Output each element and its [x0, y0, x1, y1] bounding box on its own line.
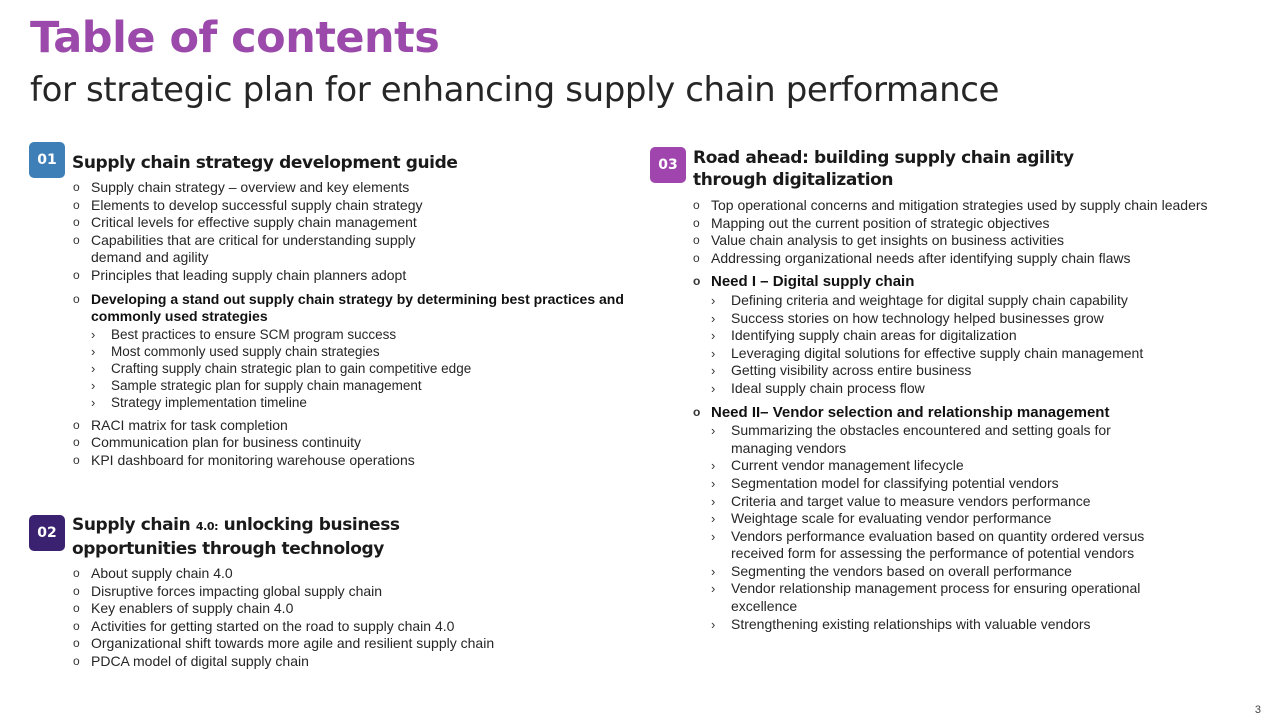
chevron-right-icon: › — [711, 458, 716, 474]
need-1-heading: o Need I – Digital supply chain — [693, 273, 915, 291]
list-item: o Supply chain strategy – overview and key elements — [73, 179, 410, 195]
list-item: o Top operational concerns and mitigation strategies used by supply chain leaders — [693, 197, 1208, 213]
section-02-list — [73, 565, 633, 671]
list-item: o Communication plan for business continuity — [73, 434, 362, 451]
circle-bullet-icon: o — [73, 232, 80, 247]
list-item: o Key enablers of supply chain 4.0 — [73, 600, 294, 617]
circle-bullet-icon: o — [73, 215, 80, 230]
list-item: o Principles that leading supply chain planners adopt — [73, 266, 407, 283]
chevron-right-icon: › — [91, 377, 96, 393]
list-item: o Value chain analysis to get insights on business activities — [693, 232, 1065, 249]
circle-bullet-icon: o — [73, 601, 80, 616]
list-item: o Disruptive forces impacting global supply chain — [73, 582, 383, 599]
chevron-right-icon: › — [711, 581, 716, 597]
list-item: o About supply chain 4.0 — [73, 565, 233, 581]
chevron-right-icon: › — [711, 475, 716, 491]
chevron-right-icon: › — [711, 511, 716, 527]
sub-list-item: › Segmentation model for classifying potential vendors — [711, 474, 1059, 491]
list-item: o Addressing organizational needs after identifying supply chain flaws — [693, 249, 1131, 266]
section-02-title: Supply chain 4.0: unlocking business opportunities through technology — [72, 515, 400, 559]
list-item: o RACI matrix for task completion — [73, 416, 288, 433]
chevron-right-icon: › — [711, 616, 716, 632]
section-02-badge: 02 — [29, 515, 65, 551]
chevron-right-icon: › — [91, 343, 96, 359]
list-item: o KPI dashboard for monitoring warehouse operations — [73, 451, 415, 468]
circle-bullet-icon: o — [73, 291, 80, 306]
section-03-list — [693, 197, 1263, 633]
chevron-right-icon: › — [693, 310, 716, 326]
chevron-right-icon: › — [693, 345, 716, 361]
circle-bullet-icon: o — [693, 215, 700, 230]
list-item: o Activities for getting started on the road to supply chain 4.0 — [73, 617, 455, 634]
need-2-sublist — [693, 422, 1173, 633]
circle-bullet-icon: o — [693, 274, 701, 289]
sub-list-item: › Segmenting the vendors based on overall performance — [711, 562, 1072, 579]
sub-list-item: › Identifying supply chain areas for digitalization — [693, 327, 1017, 344]
sub-list-item: › Defining criteria and weightage for digital supply chain capability — [693, 291, 1128, 308]
circle-bullet-icon: o — [693, 404, 701, 419]
chevron-right-icon: › — [91, 326, 96, 342]
list-item: o Organizational shift towards more agile and resilient supply chain — [73, 635, 495, 652]
sub-list-item: › Vendors performance evaluation based on quantity ordered versus received form for assessing the performance of potential vendors — [711, 527, 1145, 562]
sub-list-item: › Criteria and target value to measure vendors performance — [711, 492, 1091, 509]
section-01-sublist — [91, 326, 638, 411]
chevron-right-icon: › — [711, 423, 716, 439]
chevron-right-icon: › — [693, 292, 716, 308]
need-2-group — [693, 422, 1263, 633]
need-1-sublist — [693, 292, 1263, 398]
chevron-right-icon: › — [91, 394, 96, 410]
circle-bullet-icon: o — [693, 233, 700, 248]
list-item: o Elements to develop successful supply chain strategy — [73, 196, 423, 213]
sub-list-item: › Getting visibility across entire business — [693, 362, 972, 379]
page-subtitle: for strategic plan for enhancing supply chain performance — [30, 70, 1000, 110]
page-number: 3 — [1254, 704, 1261, 716]
chevron-right-icon: › — [711, 528, 716, 544]
section-03-title: Road ahead: building supply chain agility through digitalization — [693, 148, 1074, 190]
list-item: o PDCA model of digital supply chain — [73, 652, 309, 669]
circle-bullet-icon: o — [73, 452, 80, 467]
list-item-bold: o Developing a stand out supply chain strategy by determining best practices and commonly used strategies › Best practices to ensure SCM program success › Most commonly used supply chain strategies › Crafting supply chain strategic plan to gain competitive edge › Sample strategic plan for supply chain management › Strategy implementation timeline — [73, 291, 638, 411]
sub-list-item: › Strategy implementation timeline — [91, 394, 307, 410]
sub-list-item: › Crafting supply chain strategic plan to gain competitive edge — [91, 360, 472, 376]
circle-bullet-icon: o — [73, 583, 80, 598]
need-1-group — [693, 292, 1263, 398]
sub-list-item: › Current vendor management lifecycle — [711, 457, 964, 474]
sub-list-item: › Best practices to ensure SCM program success — [91, 326, 397, 342]
circle-bullet-icon: o — [73, 180, 80, 194]
sub-list-item: › Strengthening existing relationships with valuable vendors — [711, 615, 1091, 632]
circle-bullet-icon: o — [73, 618, 80, 633]
section-01-badge: 01 — [29, 142, 65, 178]
list-item: o Critical levels for effective supply chain management — [73, 214, 417, 231]
page-title: Table of contents — [30, 13, 440, 63]
sub-list-item: › Vendor relationship management process for ensuring operational excellence — [711, 580, 1141, 615]
list-item: o Mapping out the current position of strategic objectives — [693, 214, 1050, 231]
circle-bullet-icon: o — [693, 198, 700, 212]
circle-bullet-icon: o — [693, 250, 700, 265]
section-01-list — [73, 179, 638, 470]
circle-bullet-icon: o — [73, 267, 80, 282]
chevron-right-icon: › — [711, 563, 716, 579]
chevron-right-icon: › — [711, 493, 716, 509]
section-01-title: Supply chain strategy development guide — [72, 153, 458, 173]
circle-bullet-icon: o — [73, 197, 80, 212]
chevron-right-icon: › — [91, 360, 96, 376]
sub-list-item: › Sample strategic plan for supply chain management — [91, 377, 422, 393]
need-2-heading: o Need II– Vendor selection and relationship management — [693, 403, 1110, 421]
chevron-right-icon: › — [693, 363, 716, 379]
sub-list-item: › Weightage scale for evaluating vendor performance — [711, 510, 1052, 527]
sub-list-item: › Success stories on how technology helped businesses grow — [693, 309, 1104, 326]
chevron-right-icon: › — [693, 328, 716, 344]
circle-bullet-icon: o — [73, 417, 80, 432]
sub-list-item: › Ideal supply chain process flow — [693, 379, 925, 396]
sub-list-item: › Most commonly used supply chain strategies — [91, 343, 380, 359]
circle-bullet-icon: o — [73, 435, 80, 450]
circle-bullet-icon: o — [73, 566, 80, 580]
section-03-badge: 03 — [650, 147, 686, 183]
chevron-right-icon: › — [693, 380, 716, 396]
circle-bullet-icon: o — [73, 636, 80, 651]
sub-list-item: › Summarizing the obstacles encountered and setting goals for managing vendors — [711, 422, 1111, 456]
list-item: o Capabilities that are critical for understanding supply demand and agility — [73, 231, 416, 266]
sub-list-item: › Leveraging digital solutions for effective supply chain management — [693, 344, 1144, 361]
circle-bullet-icon: o — [73, 653, 80, 668]
